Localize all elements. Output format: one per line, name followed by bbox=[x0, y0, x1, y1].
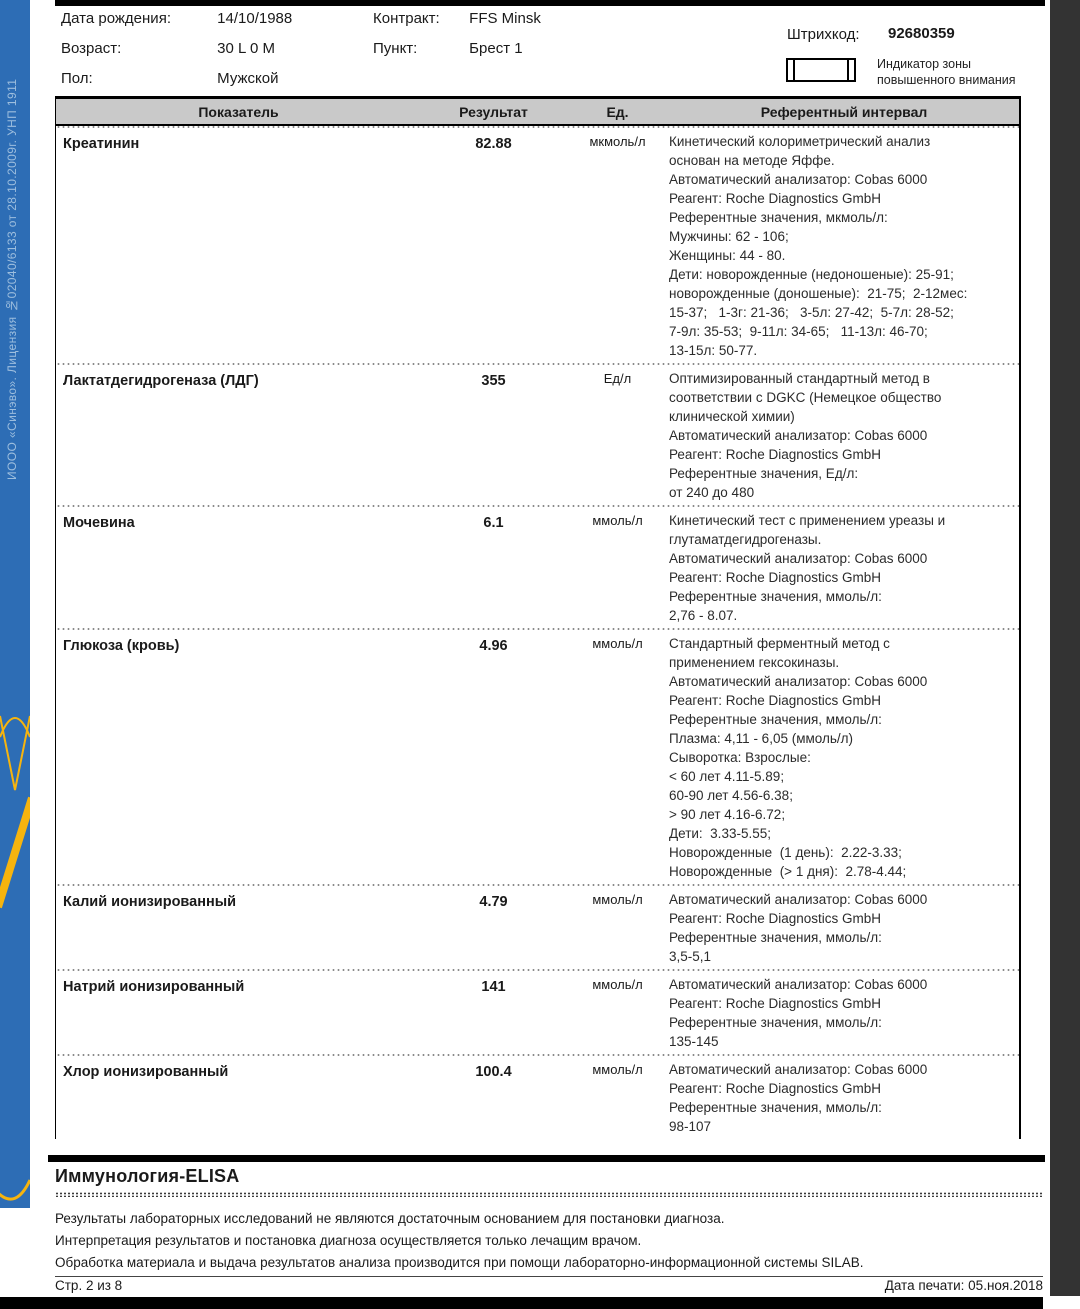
reference-line: глутаматдегидрогеназы. bbox=[669, 532, 822, 547]
reference-line: Дети: 3.33-5.55; bbox=[669, 826, 771, 841]
brand-sidebar bbox=[0, 0, 30, 1208]
analyte-reference bbox=[669, 634, 1019, 881]
reference-line: Референтные значения, ммоль/л: bbox=[669, 589, 882, 604]
analyte-unit: ммоль/л bbox=[592, 892, 643, 907]
reference-line: Новорожденные (1 день): 2.22-3.33; bbox=[669, 845, 902, 860]
table-row bbox=[56, 128, 1019, 363]
table-row bbox=[56, 630, 1019, 884]
analyte-name: Глюкоза (кровь) bbox=[63, 638, 180, 654]
analyte-name: Лактатдегидрогеназа (ЛДГ) bbox=[63, 373, 259, 389]
reference-line: соответствии с DGKC (Немецкое общество bbox=[669, 390, 942, 405]
print-date: Дата печати: 05.ноя.2018 bbox=[884, 1278, 1043, 1293]
page-number: Стр. 2 из 8 bbox=[55, 1278, 123, 1293]
reference-line: Автоматический анализатор: Cobas 6000 bbox=[669, 674, 928, 689]
reference-line: 15-37; 1-3г: 21-36; 3-5л: 27-42; 5-7л: 28-52; bbox=[669, 305, 954, 320]
analyte-result: 4.79 bbox=[479, 894, 508, 910]
reference-line: 3,5-5,1 bbox=[669, 949, 712, 964]
reference-line: Референтные значения, Ед/л: bbox=[669, 466, 859, 481]
reference-line: 135-145 bbox=[669, 1034, 719, 1049]
reference-line: Дети: новорожденные (недоношеные): 25-91; bbox=[669, 267, 954, 282]
patient-field-point bbox=[373, 40, 523, 57]
reference-line: применением гексокиназы. bbox=[669, 655, 840, 670]
reference-line: Референтные значения, ммоль/л: bbox=[669, 712, 882, 727]
patient-field-sex bbox=[61, 70, 279, 87]
reference-line: Реагент: Roche Diagnostics GmbH bbox=[669, 1081, 882, 1096]
reference-line: клинической химии) bbox=[669, 409, 795, 424]
section-underline bbox=[55, 1192, 1043, 1197]
reference-line: Реагент: Roche Diagnostics GmbH bbox=[669, 911, 882, 926]
reference-line: Реагент: Roche Diagnostics GmbH bbox=[669, 996, 882, 1011]
field-value: Брест 1 bbox=[469, 40, 523, 57]
results-table-header bbox=[56, 96, 1019, 126]
field-label: Пол: bbox=[61, 70, 93, 87]
analyte-name: Калий ионизированный bbox=[63, 894, 237, 910]
table-row bbox=[56, 365, 1019, 505]
reference-line: Референтные значения, ммоль/л: bbox=[669, 930, 882, 945]
disclaimer-line: Результаты лабораторных исследований не являются достаточным основанием для постановки диагноза. bbox=[55, 1211, 725, 1226]
reference-line: 60-90 лет 4.56-6.38; bbox=[669, 788, 793, 803]
analyte-unit: мкмоль/л bbox=[589, 134, 646, 149]
analyte-result: 4.96 bbox=[479, 638, 508, 654]
field-label: Пункт: bbox=[373, 40, 418, 57]
analyte-name: Хлор ионизированный bbox=[63, 1064, 229, 1080]
barcode-label: Штрихкод: bbox=[787, 26, 860, 43]
field-value: 30 L 0 M bbox=[217, 40, 275, 57]
page-footer bbox=[55, 1278, 1043, 1293]
analyte-unit: ммоль/л bbox=[592, 1062, 643, 1077]
reference-line: Стандартный ферментный метод с bbox=[669, 636, 890, 651]
right-edge-shadow bbox=[1050, 0, 1080, 1296]
reference-line: Реагент: Roche Diagnostics GmbH bbox=[669, 191, 882, 206]
reference-line: 7-9л: 35-53; 9-11л: 34-65; 11-13л: 46-70; bbox=[669, 324, 928, 339]
analyte-result: 141 bbox=[481, 979, 506, 995]
reference-line: Референтные значения, ммоль/л: bbox=[669, 1100, 882, 1115]
analyte-result: 6.1 bbox=[483, 515, 504, 531]
field-label: Контракт: bbox=[373, 10, 440, 27]
table-row bbox=[56, 886, 1019, 969]
reference-line: Кинетический колориметрический анализ bbox=[669, 134, 931, 149]
results-rows bbox=[56, 128, 1019, 1139]
caption-line: повышенного внимания bbox=[877, 73, 1016, 87]
analyte-reference bbox=[669, 511, 1019, 625]
field-value: FFS Minsk bbox=[469, 10, 541, 27]
attention-zone-caption bbox=[877, 56, 1016, 88]
analyte-unit: ммоль/л bbox=[592, 513, 643, 528]
reference-line: Автоматический анализатор: Cobas 6000 bbox=[669, 551, 928, 566]
column-header-indicator: Показатель bbox=[198, 103, 279, 120]
disclaimer-block bbox=[55, 1208, 1043, 1277]
reference-line: Реагент: Roche Diagnostics GmbH bbox=[669, 570, 882, 585]
bottom-black-bar bbox=[0, 1297, 1043, 1309]
patient-field-contract bbox=[373, 10, 541, 27]
reference-line: Автоматический анализатор: Cobas 6000 bbox=[669, 977, 928, 992]
synevo-logo-fragments-icon bbox=[0, 0, 30, 1208]
reference-line: Сыворотка: Взрослые: bbox=[669, 750, 811, 765]
reference-line: новорожденные (доношеные): 21-75; 2-12мес: bbox=[669, 286, 968, 301]
analyte-reference bbox=[669, 369, 1019, 502]
analyte-reference bbox=[669, 890, 1019, 966]
reference-line: Реагент: Roche Diagnostics GmbH bbox=[669, 693, 882, 708]
reference-line: основан на методе Яффе. bbox=[669, 153, 835, 168]
analyte-reference bbox=[669, 1060, 1019, 1136]
reference-line: от 240 до 480 bbox=[669, 485, 755, 500]
table-row bbox=[56, 1056, 1019, 1139]
field-label: Дата рождения: bbox=[61, 10, 171, 27]
disclaimer-line: Обработка материала и выдача результатов анализа производится при помощи лабораторно-информационной системы SILAB. bbox=[55, 1255, 864, 1270]
analyte-unit: Ед/л bbox=[603, 371, 632, 386]
license-vertical-text: ИООО «Синэво». Лицензия №02040/6133 от 28.10.2009г. УНП 1911 bbox=[5, 78, 19, 480]
analyte-reference bbox=[669, 132, 1019, 360]
analyte-result: 100.4 bbox=[475, 1064, 512, 1080]
attention-zone-indicator-box bbox=[786, 58, 856, 82]
disclaimer-line: Интерпретация результатов и постановка диагноза осуществляется только лечащим врачом. bbox=[55, 1233, 642, 1248]
reference-line: Реагент: Roche Diagnostics GmbH bbox=[669, 447, 882, 462]
column-header-result: Результат bbox=[459, 103, 528, 120]
analyte-reference bbox=[669, 975, 1019, 1051]
reference-line: Автоматический анализатор: Cobas 6000 bbox=[669, 1062, 928, 1077]
analyte-name: Мочевина bbox=[63, 515, 135, 531]
patient-info-header bbox=[55, 0, 1021, 96]
reference-line: Плазма: 4,11 - 6,05 (ммоль/л) bbox=[669, 731, 854, 746]
analyte-name: Креатинин bbox=[63, 136, 140, 152]
reference-line: Женщины: 44 - 80. bbox=[669, 248, 786, 263]
reference-line: < 60 лет 4.11-5.89; bbox=[669, 769, 785, 784]
reference-line: > 90 лет 4.16-6.72; bbox=[669, 807, 786, 822]
document-body bbox=[55, 0, 1021, 1139]
reference-line: Автоматический анализатор: Cobas 6000 bbox=[669, 428, 928, 443]
analyte-result: 355 bbox=[481, 373, 506, 389]
field-label: Возраст: bbox=[61, 40, 122, 57]
field-value: Мужской bbox=[217, 70, 279, 87]
reference-line: Новорожденные (> 1 дня): 2.78-4.44; bbox=[669, 864, 907, 879]
section-title: Иммунология-ELISA bbox=[55, 1166, 240, 1186]
reference-line: Референтные значения, ммоль/л: bbox=[669, 1015, 882, 1030]
analyte-name: Натрий ионизированный bbox=[63, 979, 245, 995]
column-header-unit: Ед. bbox=[606, 103, 629, 120]
field-value: 14/10/1988 bbox=[217, 10, 293, 27]
reference-line: Кинетический тест с применением уреазы и bbox=[669, 513, 946, 528]
section-divider-bar bbox=[48, 1155, 1045, 1162]
patient-field-birthdate bbox=[61, 10, 292, 27]
reference-line: Оптимизированный стандартный метод в bbox=[669, 371, 930, 386]
reference-line: 98-107 bbox=[669, 1119, 712, 1134]
patient-field-age bbox=[61, 40, 275, 57]
reference-line: Автоматический анализатор: Cobas 6000 bbox=[669, 172, 928, 187]
analyte-unit: ммоль/л bbox=[592, 977, 643, 992]
analyte-unit: ммоль/л bbox=[592, 636, 643, 651]
analyte-result: 82.88 bbox=[475, 136, 512, 152]
reference-line: Референтные значения, мкмоль/л: bbox=[669, 210, 888, 225]
reference-line: Мужчины: 62 - 106; bbox=[669, 229, 789, 244]
immunology-section bbox=[55, 1166, 1043, 1197]
table-row bbox=[56, 507, 1019, 628]
table-row bbox=[56, 971, 1019, 1054]
column-header-reference: Референтный интервал bbox=[760, 103, 928, 120]
caption-line: Индикатор зоны bbox=[877, 57, 971, 71]
reference-line: 13-15л: 50-77. bbox=[669, 343, 758, 358]
reference-line: Автоматический анализатор: Cobas 6000 bbox=[669, 892, 928, 907]
barcode-value: 92680359 bbox=[888, 25, 955, 42]
results-table bbox=[55, 96, 1021, 1139]
reference-line: 2,76 - 8.07. bbox=[669, 608, 738, 623]
